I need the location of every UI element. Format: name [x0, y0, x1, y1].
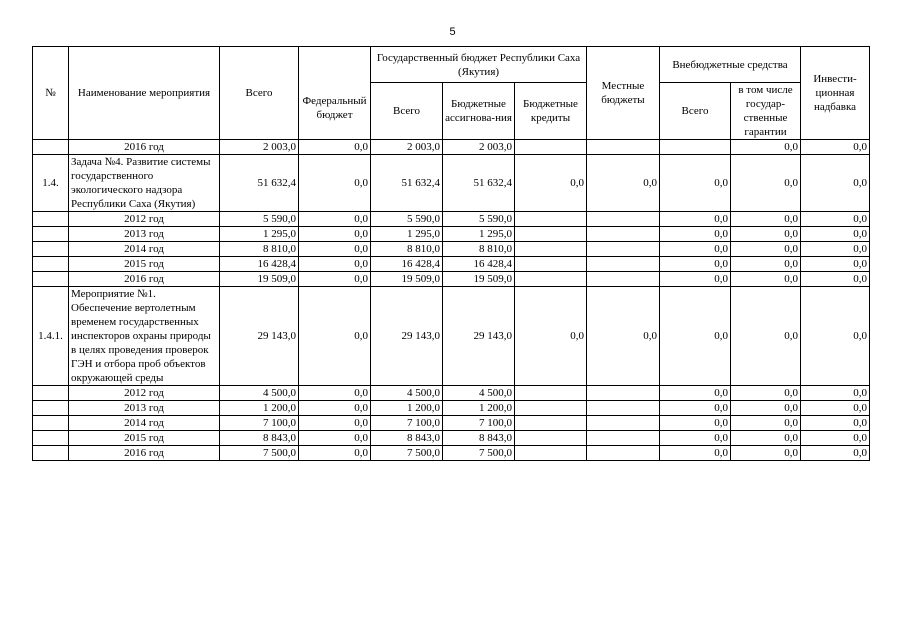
cell-state-total: 19 509,0 [371, 272, 443, 287]
row-index: 1.4. [33, 155, 69, 212]
cell-federal: 0,0 [299, 272, 371, 287]
cell-state-alloc: 29 143,0 [443, 287, 515, 386]
cell-state-alloc: 7 500,0 [443, 446, 515, 461]
cell-local [587, 386, 660, 401]
year-label: 2014 год [69, 242, 220, 257]
cell-state-credit [515, 446, 587, 461]
cell-federal: 0,0 [299, 416, 371, 431]
year-label: 2013 год [69, 401, 220, 416]
cell-state-credit [515, 140, 587, 155]
cell-total: 51 632,4 [220, 155, 299, 212]
cell-total: 7 500,0 [220, 446, 299, 461]
cell-state-alloc: 8 810,0 [443, 242, 515, 257]
row-index [33, 227, 69, 242]
cell-total: 5 590,0 [220, 212, 299, 227]
cell-total: 2 003,0 [220, 140, 299, 155]
cell-invest: 0,0 [801, 140, 870, 155]
year-label: 2016 год [69, 140, 220, 155]
cell-local [587, 401, 660, 416]
cell-state-credit: 0,0 [515, 287, 587, 386]
cell-extra-guarantee: 0,0 [731, 155, 801, 212]
year-row [33, 446, 870, 461]
cell-federal: 0,0 [299, 446, 371, 461]
cell-local: 0,0 [587, 287, 660, 386]
year-row [33, 212, 870, 227]
row-index [33, 257, 69, 272]
year-label: 2012 год [69, 386, 220, 401]
year-label: 2012 год [69, 212, 220, 227]
cell-local [587, 212, 660, 227]
cell-state-total: 1 200,0 [371, 401, 443, 416]
page-number: 5 [449, 26, 456, 38]
row-index [33, 272, 69, 287]
cell-invest: 0,0 [801, 287, 870, 386]
year-label: 2015 год [69, 257, 220, 272]
year-row [33, 140, 870, 155]
cell-federal: 0,0 [299, 155, 371, 212]
cell-invest: 0,0 [801, 272, 870, 287]
col-header-state-budget: Государственный бюджет Республики Саха (Якутия) [371, 47, 587, 83]
row-index [33, 431, 69, 446]
cell-federal: 0,0 [299, 242, 371, 257]
cell-federal: 0,0 [299, 287, 371, 386]
cell-state-total: 8 843,0 [371, 431, 443, 446]
year-row [33, 386, 870, 401]
col-header-extra-guarantee: в том числе государ-ственные гарантии [731, 83, 801, 140]
cell-invest: 0,0 [801, 446, 870, 461]
year-row [33, 431, 870, 446]
cell-local [587, 242, 660, 257]
row-index [33, 212, 69, 227]
cell-extra-total: 0,0 [660, 401, 731, 416]
cell-federal: 0,0 [299, 257, 371, 272]
cell-state-alloc: 1 295,0 [443, 227, 515, 242]
cell-state-alloc: 1 200,0 [443, 401, 515, 416]
cell-state-credit [515, 272, 587, 287]
cell-state-total: 7 500,0 [371, 446, 443, 461]
cell-federal: 0,0 [299, 227, 371, 242]
task-name: Задача №4. Развитие системы государственного экологического надзора Республики Саха (Якутия) [69, 155, 220, 212]
cell-total: 8 843,0 [220, 431, 299, 446]
col-header-no: № [33, 47, 69, 140]
cell-state-total: 8 810,0 [371, 242, 443, 257]
cell-state-alloc: 8 843,0 [443, 431, 515, 446]
cell-state-alloc: 7 100,0 [443, 416, 515, 431]
cell-extra-guarantee: 0,0 [731, 446, 801, 461]
cell-local [587, 227, 660, 242]
cell-extra-total: 0,0 [660, 446, 731, 461]
cell-federal: 0,0 [299, 386, 371, 401]
cell-state-total: 4 500,0 [371, 386, 443, 401]
cell-total: 19 509,0 [220, 272, 299, 287]
row-index [33, 416, 69, 431]
cell-extra-guarantee: 0,0 [731, 140, 801, 155]
col-header-name: Наименование мероприятия [69, 47, 220, 140]
year-row [33, 257, 870, 272]
cell-extra-guarantee: 0,0 [731, 272, 801, 287]
cell-extra-total: 0,0 [660, 257, 731, 272]
cell-state-credit [515, 401, 587, 416]
row-index [33, 446, 69, 461]
cell-extra-guarantee: 0,0 [731, 257, 801, 272]
cell-total: 29 143,0 [220, 287, 299, 386]
cell-extra-guarantee: 0,0 [731, 401, 801, 416]
cell-invest: 0,0 [801, 227, 870, 242]
col-header-federal: Федеральный бюджет [299, 47, 371, 140]
col-header-state-alloc: Бюджетные ассигнова-ния [443, 83, 515, 140]
cell-invest: 0,0 [801, 416, 870, 431]
cell-federal: 0,0 [299, 431, 371, 446]
cell-total: 16 428,4 [220, 257, 299, 272]
cell-state-total: 7 100,0 [371, 416, 443, 431]
cell-total: 1 295,0 [220, 227, 299, 242]
col-header-extra-total: Всего [660, 83, 731, 140]
cell-state-alloc: 5 590,0 [443, 212, 515, 227]
cell-state-credit [515, 416, 587, 431]
cell-extra-total: 0,0 [660, 272, 731, 287]
cell-invest: 0,0 [801, 155, 870, 212]
cell-extra-guarantee: 0,0 [731, 212, 801, 227]
cell-state-total: 2 003,0 [371, 140, 443, 155]
cell-state-alloc: 16 428,4 [443, 257, 515, 272]
year-row [33, 401, 870, 416]
cell-invest: 0,0 [801, 242, 870, 257]
cell-extra-total: 0,0 [660, 227, 731, 242]
cell-local [587, 140, 660, 155]
row-index [33, 242, 69, 257]
cell-state-total: 5 590,0 [371, 212, 443, 227]
cell-extra-total: 0,0 [660, 212, 731, 227]
cell-extra-guarantee: 0,0 [731, 386, 801, 401]
cell-state-total: 29 143,0 [371, 287, 443, 386]
cell-extra-guarantee: 0,0 [731, 431, 801, 446]
col-header-state-credit: Бюджетные кредиты [515, 83, 587, 140]
row-index: 1.4.1. [33, 287, 69, 386]
task-row [33, 155, 870, 212]
cell-local [587, 446, 660, 461]
cell-total: 8 810,0 [220, 242, 299, 257]
col-header-extra-budget: Внебюджетные средства [660, 47, 801, 83]
cell-state-credit [515, 242, 587, 257]
row-index [33, 386, 69, 401]
cell-state-credit [515, 431, 587, 446]
cell-state-credit [515, 212, 587, 227]
cell-state-alloc: 4 500,0 [443, 386, 515, 401]
col-header-total: Всего [220, 47, 299, 140]
cell-extra-guarantee: 0,0 [731, 416, 801, 431]
year-label: 2015 год [69, 431, 220, 446]
col-header-local: Местные бюджеты [587, 47, 660, 140]
cell-state-total: 16 428,4 [371, 257, 443, 272]
cell-extra-total: 0,0 [660, 155, 731, 212]
cell-total: 7 100,0 [220, 416, 299, 431]
cell-invest: 0,0 [801, 431, 870, 446]
cell-extra-total: 0,0 [660, 242, 731, 257]
cell-local [587, 257, 660, 272]
cell-invest: 0,0 [801, 386, 870, 401]
cell-federal: 0,0 [299, 401, 371, 416]
year-label: 2016 год [69, 272, 220, 287]
cell-local [587, 416, 660, 431]
cell-extra-guarantee: 0,0 [731, 227, 801, 242]
cell-invest: 0,0 [801, 257, 870, 272]
cell-local: 0,0 [587, 155, 660, 212]
cell-state-credit [515, 257, 587, 272]
cell-extra-total: 0,0 [660, 431, 731, 446]
cell-federal: 0,0 [299, 140, 371, 155]
cell-local [587, 272, 660, 287]
cell-state-alloc: 2 003,0 [443, 140, 515, 155]
cell-extra-total: 0,0 [660, 287, 731, 386]
cell-federal: 0,0 [299, 212, 371, 227]
cell-extra-guarantee: 0,0 [731, 287, 801, 386]
cell-state-credit [515, 227, 587, 242]
year-row [33, 242, 870, 257]
task-name: Мероприятие №1. Обеспечение вертолетным временем государственных инспекторов охраны природы в целях проведения проверок ГЭН и отбора проб объектов окружающей среды [69, 287, 220, 386]
row-index [33, 140, 69, 155]
year-label: 2013 год [69, 227, 220, 242]
col-header-state-total: Всего [371, 83, 443, 140]
year-row [33, 227, 870, 242]
cell-state-credit: 0,0 [515, 155, 587, 212]
cell-state-total: 51 632,4 [371, 155, 443, 212]
year-row [33, 416, 870, 431]
cell-local [587, 431, 660, 446]
cell-extra-total [660, 140, 731, 155]
year-label: 2016 год [69, 446, 220, 461]
cell-extra-total: 0,0 [660, 416, 731, 431]
budget-table [32, 46, 870, 461]
cell-extra-guarantee: 0,0 [731, 242, 801, 257]
year-label: 2014 год [69, 416, 220, 431]
cell-state-credit [515, 386, 587, 401]
cell-state-total: 1 295,0 [371, 227, 443, 242]
cell-total: 1 200,0 [220, 401, 299, 416]
cell-state-alloc: 19 509,0 [443, 272, 515, 287]
year-row [33, 272, 870, 287]
col-header-invest: Инвести-ционная надбавка [801, 47, 870, 140]
cell-state-alloc: 51 632,4 [443, 155, 515, 212]
cell-total: 4 500,0 [220, 386, 299, 401]
cell-extra-total: 0,0 [660, 386, 731, 401]
cell-invest: 0,0 [801, 401, 870, 416]
row-index [33, 401, 69, 416]
cell-invest: 0,0 [801, 212, 870, 227]
task-row [33, 287, 870, 386]
